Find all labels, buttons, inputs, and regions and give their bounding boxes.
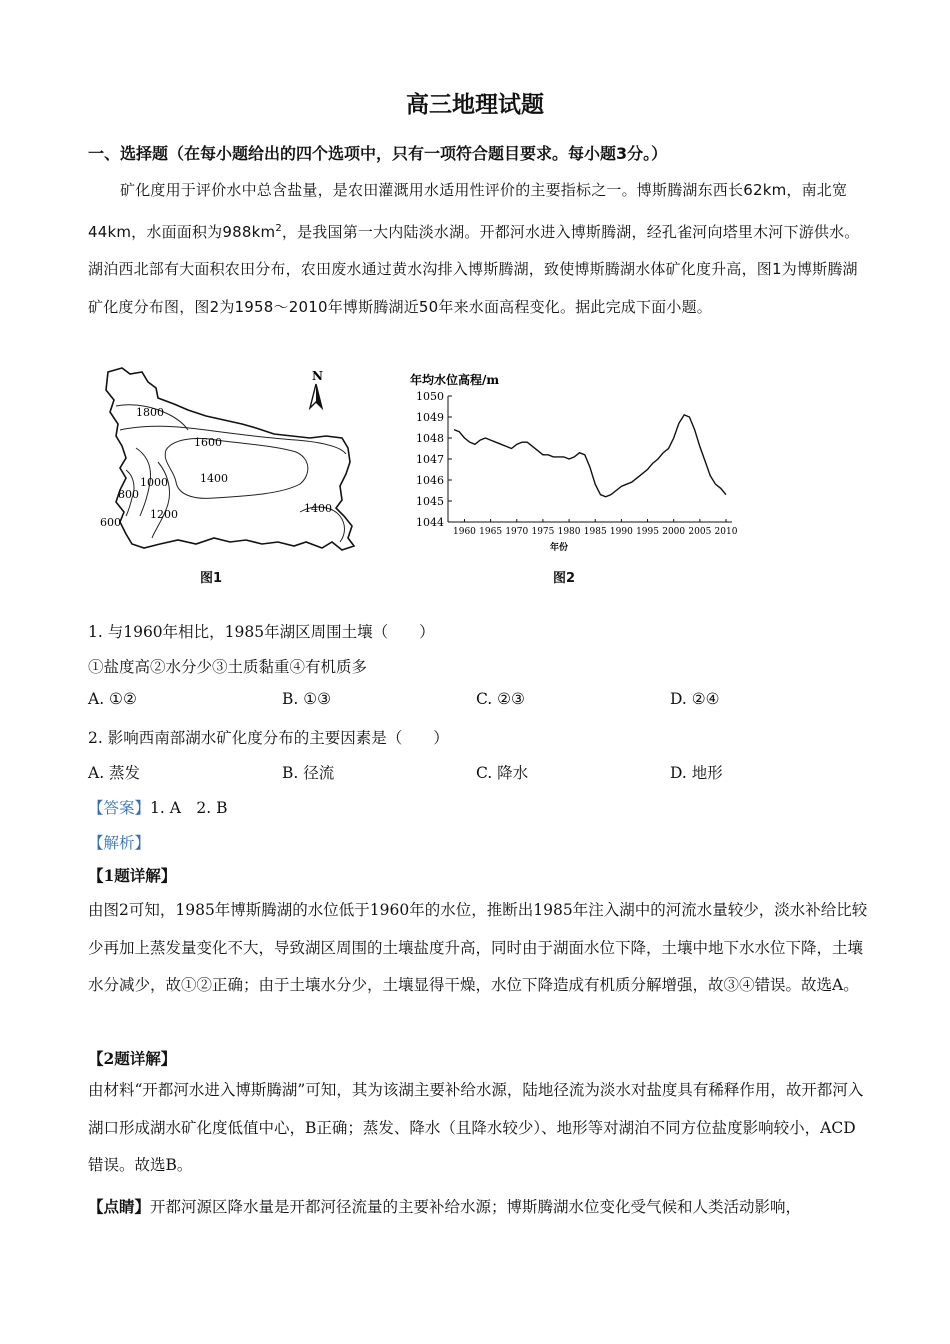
x-tick-label: 1975 [531, 527, 555, 537]
contour-label: 600 [100, 516, 121, 529]
question-2-option-b[interactable]: B. 径流 [282, 764, 335, 782]
figure2-water-level-chart [400, 368, 745, 558]
series-line-water-level [454, 415, 726, 497]
section-heading: 一、选择题（在每小题给出的四个选项中，只有一项符合题目要求。每小题3分。） [88, 144, 668, 163]
north-arrow-icon [310, 369, 323, 408]
question-2-option-d[interactable]: D. 地形 [670, 764, 723, 782]
contour-label: 1600 [194, 436, 222, 449]
chart-title: 年均水位高程/m [410, 373, 500, 387]
intro-paragraph [88, 172, 868, 326]
x-tick-label: 1985 [583, 527, 607, 537]
x-tick-label: 1990 [609, 527, 633, 537]
tip-label: 【点睛】 [88, 1197, 151, 1216]
contour-label: 1000 [140, 476, 168, 489]
x-tick-label: 1970 [505, 527, 529, 537]
contour-1400 [165, 438, 308, 498]
x-tick-label: 1960 [453, 527, 476, 537]
y-tick-label: 1047 [416, 453, 444, 466]
contour-label: 1200 [150, 508, 178, 521]
page-title: 高三地理试题 [406, 92, 544, 118]
analysis-label: 【解析】 [88, 834, 151, 852]
detail-1-label: 【1题详解】 [88, 866, 177, 885]
question-1-statements: ①盐度高②水分少③土质黏重④有机质多 [88, 658, 368, 676]
figure1-lake-map [96, 366, 366, 556]
contour-label: 1400 [200, 472, 228, 485]
contour-1600 [120, 426, 346, 454]
question-1-option-b[interactable]: B. ①③ [282, 690, 332, 708]
x-tick-label: 1980 [557, 527, 581, 537]
question-1-option-c[interactable]: C. ②③ [476, 690, 525, 708]
figure1-caption: 图1 [200, 571, 223, 586]
answer-label: 【答案】 [88, 799, 151, 817]
question-1-option-d[interactable]: D. ②④ [670, 690, 720, 708]
contour-label: 1800 [136, 406, 164, 419]
detail-1-text: 由图2可知，1985年博斯腾湖的水位低于1960年的水位，推断出1985年注入湖中的河流水量较少，淡水补给比较少再加上蒸发量变化不大，导致湖区周围的土壤盐度升高，同时由于湖面水位下降，土壤中地下水水位下降，土壤水分减少，故①②正确；由于土壤水分少，土壤显得干燥，水位下降造成有机质分解增强，故③④错误。故选A。 [88, 901, 868, 994]
y-tick-label: 1049 [416, 411, 444, 424]
figure2-caption: 图2 [553, 571, 576, 586]
x-tick-label: 2010 [714, 527, 738, 537]
question-1-option-a[interactable]: A. ①② [88, 690, 137, 708]
y-tick-label: 1044 [416, 516, 444, 529]
question-1-stem: 1. 与1960年相比，1985年湖区周围土壤（ ） [88, 623, 435, 641]
x-axis-label: 年份 [550, 543, 569, 553]
question-2-option-c[interactable]: C. 降水 [476, 764, 529, 782]
y-tick-label: 1045 [416, 495, 444, 508]
contour-label: 1400 [304, 502, 332, 515]
x-tick-label: 1965 [479, 527, 503, 537]
contour-1200 [152, 462, 170, 538]
question-2-option-a[interactable]: A. 蒸发 [88, 764, 141, 782]
y-tick-label: 1050 [416, 390, 444, 403]
tip-text: 开都河源区降水量是开都河径流量的主要补给水源；博斯腾湖水位变化受气候和人类活动影响， [150, 1198, 802, 1216]
intro-superscript: 2 [275, 222, 282, 234]
detail-2-text: 由材料“开都河水进入博斯腾湖”可知，其为该湖主要补给水源，陆地径流为淡水对盐度具有稀释作用，故开都河入湖口形成湖水矿化度低值中心，B正确；蒸发、降水（且降水较少）、地形等对湖泊不同方位盐度影响较小，ACD错误。故选B。 [88, 1081, 864, 1174]
intro-text-b: ，是我国第一大内陆淡水湖。开都河水进入博斯腾湖，经孔雀河向塔里木河下游供水。湖泊西北部有大面积农田分布，农田废水通过黄水沟排入博斯腾湖，致使博斯腾湖水体矿化度升高，图1为博斯腾湖矿化度分布图，图2为1958～2010年博斯腾湖近50年来水面高程变化。据此完成下面小题。 [88, 222, 860, 316]
x-tick-label: 2005 [688, 527, 712, 537]
answer-line [88, 796, 228, 818]
north-label: N [312, 369, 323, 383]
question-2-stem: 2. 影响西南部湖水矿化度分布的主要因素是（ ） [88, 729, 449, 747]
answer-text: 1. A 2. B [150, 799, 228, 817]
detail-2-label: 【2题详解】 [88, 1049, 177, 1068]
y-tick-label: 1046 [416, 474, 444, 487]
y-tick-label: 1048 [416, 432, 444, 445]
x-tick-label: 1995 [636, 527, 659, 537]
x-tick-label: 2000 [662, 527, 686, 537]
intro-text-a: 矿化度用于评价水中总含盐量，是农田灌溉用水适用性评价的主要指标之一。博斯腾湖东西长62km，南北宽44km，水面面积为988km [88, 181, 848, 241]
contour-label: 800 [118, 488, 139, 501]
tip-paragraph [88, 1188, 868, 1227]
